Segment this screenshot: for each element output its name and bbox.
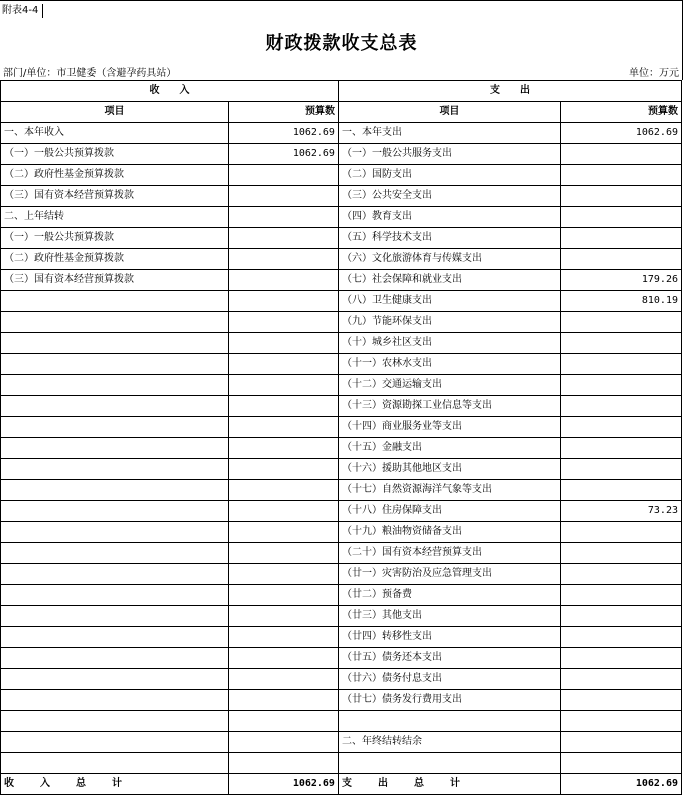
expense-value-cell: 179.26 [560,270,681,291]
income-value-cell [229,522,339,543]
table-row [1,123,682,144]
section-header-row [1,81,682,102]
income-item-cell [1,375,229,396]
expense-budget-header: 预算数 [560,102,681,123]
income-value-cell [229,291,339,312]
expense-item-cell [338,753,560,774]
table-row [1,438,682,459]
expense-value-cell [560,354,681,375]
income-value-cell [229,207,339,228]
income-item-cell [1,585,229,606]
totals-row [1,774,682,795]
income-section-header: 收 入 [1,81,339,102]
income-item-cell [1,459,229,480]
expense-value-cell [560,144,681,165]
income-value-cell [229,228,339,249]
income-item-cell [1,501,229,522]
table-row [1,711,682,732]
income-item-cell: 一、本年收入 [1,123,229,144]
table-row [1,543,682,564]
expense-total-value: 1062.69 [560,774,681,795]
expense-value-cell [560,249,681,270]
income-item-cell [1,312,229,333]
expense-item-cell: （八）卫生健康支出 [338,291,560,312]
expense-item-cell: 一、本年支出 [338,123,560,144]
income-item-cell [1,417,229,438]
table-row [1,459,682,480]
expense-value-cell: 810.19 [560,291,681,312]
income-item-cell: （一）一般公共预算拨款 [1,228,229,249]
income-value-cell [229,753,339,774]
table-row [1,627,682,648]
expense-item-cell: （十八）住房保障支出 [338,501,560,522]
expense-item-cell: （廿七）债务发行费用支出 [338,690,560,711]
expense-value-cell [560,564,681,585]
income-item-cell [1,438,229,459]
unit-label: 单位：万元 [629,68,679,79]
expense-item-cell: 二、年终结转结余 [338,732,560,753]
expense-value-cell [560,312,681,333]
income-value-cell [229,585,339,606]
expense-value-cell [560,627,681,648]
income-value-cell: 1062.69 [229,144,339,165]
table-row [1,585,682,606]
income-total-label: 收 入 总 计 [1,774,229,795]
expense-item-cell: （九）节能环保支出 [338,312,560,333]
expense-value-cell [560,186,681,207]
income-item-cell [1,753,229,774]
income-item-cell: 二、上年结转 [1,207,229,228]
expense-item-cell: （四）教育支出 [338,207,560,228]
income-value-cell [229,165,339,186]
expense-item-cell: （十三）资源勘探工业信息等支出 [338,396,560,417]
table-row [1,144,682,165]
income-item-cell: （三）国有资本经营预算拨款 [1,186,229,207]
income-value-cell [229,375,339,396]
expense-value-cell [560,753,681,774]
income-item-cell [1,564,229,585]
expense-item-cell: （五）科学技术支出 [338,228,560,249]
expense-item-cell: （七）社会保障和就业支出 [338,270,560,291]
expense-item-cell: （廿三）其他支出 [338,606,560,627]
income-item-cell: （二）政府性基金预算拨款 [1,165,229,186]
table-row [1,522,682,543]
income-item-cell [1,522,229,543]
income-value-cell [229,333,339,354]
expense-item-cell: （廿四）转移性支出 [338,627,560,648]
expense-item-cell: （二）国防支出 [338,165,560,186]
expense-value-cell [560,648,681,669]
expense-item-cell [338,711,560,732]
table-row [1,753,682,774]
expense-item-cell: （六）文化旅游体育与传媒支出 [338,249,560,270]
expense-value-cell [560,396,681,417]
expense-value-cell [560,459,681,480]
table-row [1,501,682,522]
table-row [1,417,682,438]
table-row [1,648,682,669]
expense-item-cell: （十九）粮油物资储备支出 [338,522,560,543]
income-value-cell [229,501,339,522]
income-value-cell: 1062.69 [229,123,339,144]
table-row [1,480,682,501]
expense-value-cell [560,417,681,438]
income-value-cell [229,396,339,417]
income-value-cell [229,669,339,690]
expense-section-header: 支 出 [338,81,681,102]
income-value-cell [229,270,339,291]
income-item-cell [1,711,229,732]
table-row [1,564,682,585]
expense-value-cell: 1062.69 [560,123,681,144]
table-row [1,606,682,627]
income-value-cell [229,459,339,480]
income-item-cell [1,396,229,417]
income-item-cell: （二）政府性基金预算拨款 [1,249,229,270]
table-row [1,186,682,207]
expense-item-cell: （二十）国有资本经营预算支出 [338,543,560,564]
table-row [1,333,682,354]
table-row [1,207,682,228]
table-row [1,669,682,690]
expense-value-cell [560,480,681,501]
table-row [1,690,682,711]
table-row [1,375,682,396]
department-label: 部门/单位：市卫健委（含避孕药具站） [3,68,177,79]
income-item-cell [1,606,229,627]
expense-item-cell: （廿六）债务付息支出 [338,669,560,690]
expense-value-cell [560,543,681,564]
income-item-cell [1,648,229,669]
table-row [1,312,682,333]
table-row [1,165,682,186]
income-value-cell [229,480,339,501]
expense-item-cell: （三）公共安全支出 [338,186,560,207]
income-item-cell: （三）国有资本经营预算拨款 [1,270,229,291]
expense-value-cell [560,522,681,543]
income-item-cell [1,627,229,648]
expense-value-cell: 73.23 [560,501,681,522]
expense-item-cell: （廿二）预备费 [338,585,560,606]
expense-value-cell [560,585,681,606]
expense-value-cell [560,207,681,228]
expense-item-header: 项目 [338,102,560,123]
income-budget-header: 预算数 [229,102,339,123]
expense-value-cell [560,732,681,753]
income-item-cell [1,291,229,312]
income-value-cell [229,564,339,585]
expense-value-cell [560,690,681,711]
income-item-cell [1,690,229,711]
income-item-cell [1,333,229,354]
table-row [1,270,682,291]
income-value-cell [229,606,339,627]
column-header-row [1,102,682,123]
table-row [1,249,682,270]
income-value-cell [229,690,339,711]
expense-item-cell: （十七）自然资源海洋气象等支出 [338,480,560,501]
income-item-cell [1,480,229,501]
expense-value-cell [560,228,681,249]
table-row [1,354,682,375]
expense-value-cell [560,606,681,627]
report-title: 财政拨款收支总表 [265,33,418,54]
table-row [1,396,682,417]
expense-item-cell: （一）一般公共服务支出 [338,144,560,165]
expense-item-cell: （十四）商业服务业等支出 [338,417,560,438]
expense-value-cell [560,669,681,690]
expense-item-cell: （十一）农林水支出 [338,354,560,375]
table-row [1,732,682,753]
income-value-cell [229,417,339,438]
page-top-rule [0,0,683,1]
page-label: 附表4-4 [2,4,43,18]
income-item-cell: （一）一般公共预算拨款 [1,144,229,165]
expense-item-cell: （廿五）债务还本支出 [338,648,560,669]
expense-item-cell: （十六）援助其他地区支出 [338,459,560,480]
income-item-cell [1,732,229,753]
expense-item-cell: （十）城乡社区支出 [338,333,560,354]
income-value-cell [229,354,339,375]
table-row [1,228,682,249]
income-value-cell [229,648,339,669]
income-value-cell [229,711,339,732]
expense-item-cell: （廿一）灾害防治及应急管理支出 [338,564,560,585]
income-item-cell [1,354,229,375]
income-value-cell [229,543,339,564]
income-value-cell [229,186,339,207]
expense-item-cell: （十五）金融支出 [338,438,560,459]
expense-value-cell [560,711,681,732]
expense-item-cell: （十二）交通运输支出 [338,375,560,396]
expense-value-cell [560,375,681,396]
income-value-cell [229,438,339,459]
table-row [1,291,682,312]
income-item-header: 项目 [1,102,229,123]
income-value-cell [229,627,339,648]
expense-value-cell [560,333,681,354]
income-item-cell [1,543,229,564]
expense-total-label: 支 出 总 计 [338,774,560,795]
expense-value-cell [560,165,681,186]
budget-table [0,80,682,795]
expense-value-cell [560,438,681,459]
income-total-value: 1062.69 [229,774,339,795]
income-item-cell [1,669,229,690]
income-value-cell [229,249,339,270]
income-value-cell [229,312,339,333]
income-value-cell [229,732,339,753]
